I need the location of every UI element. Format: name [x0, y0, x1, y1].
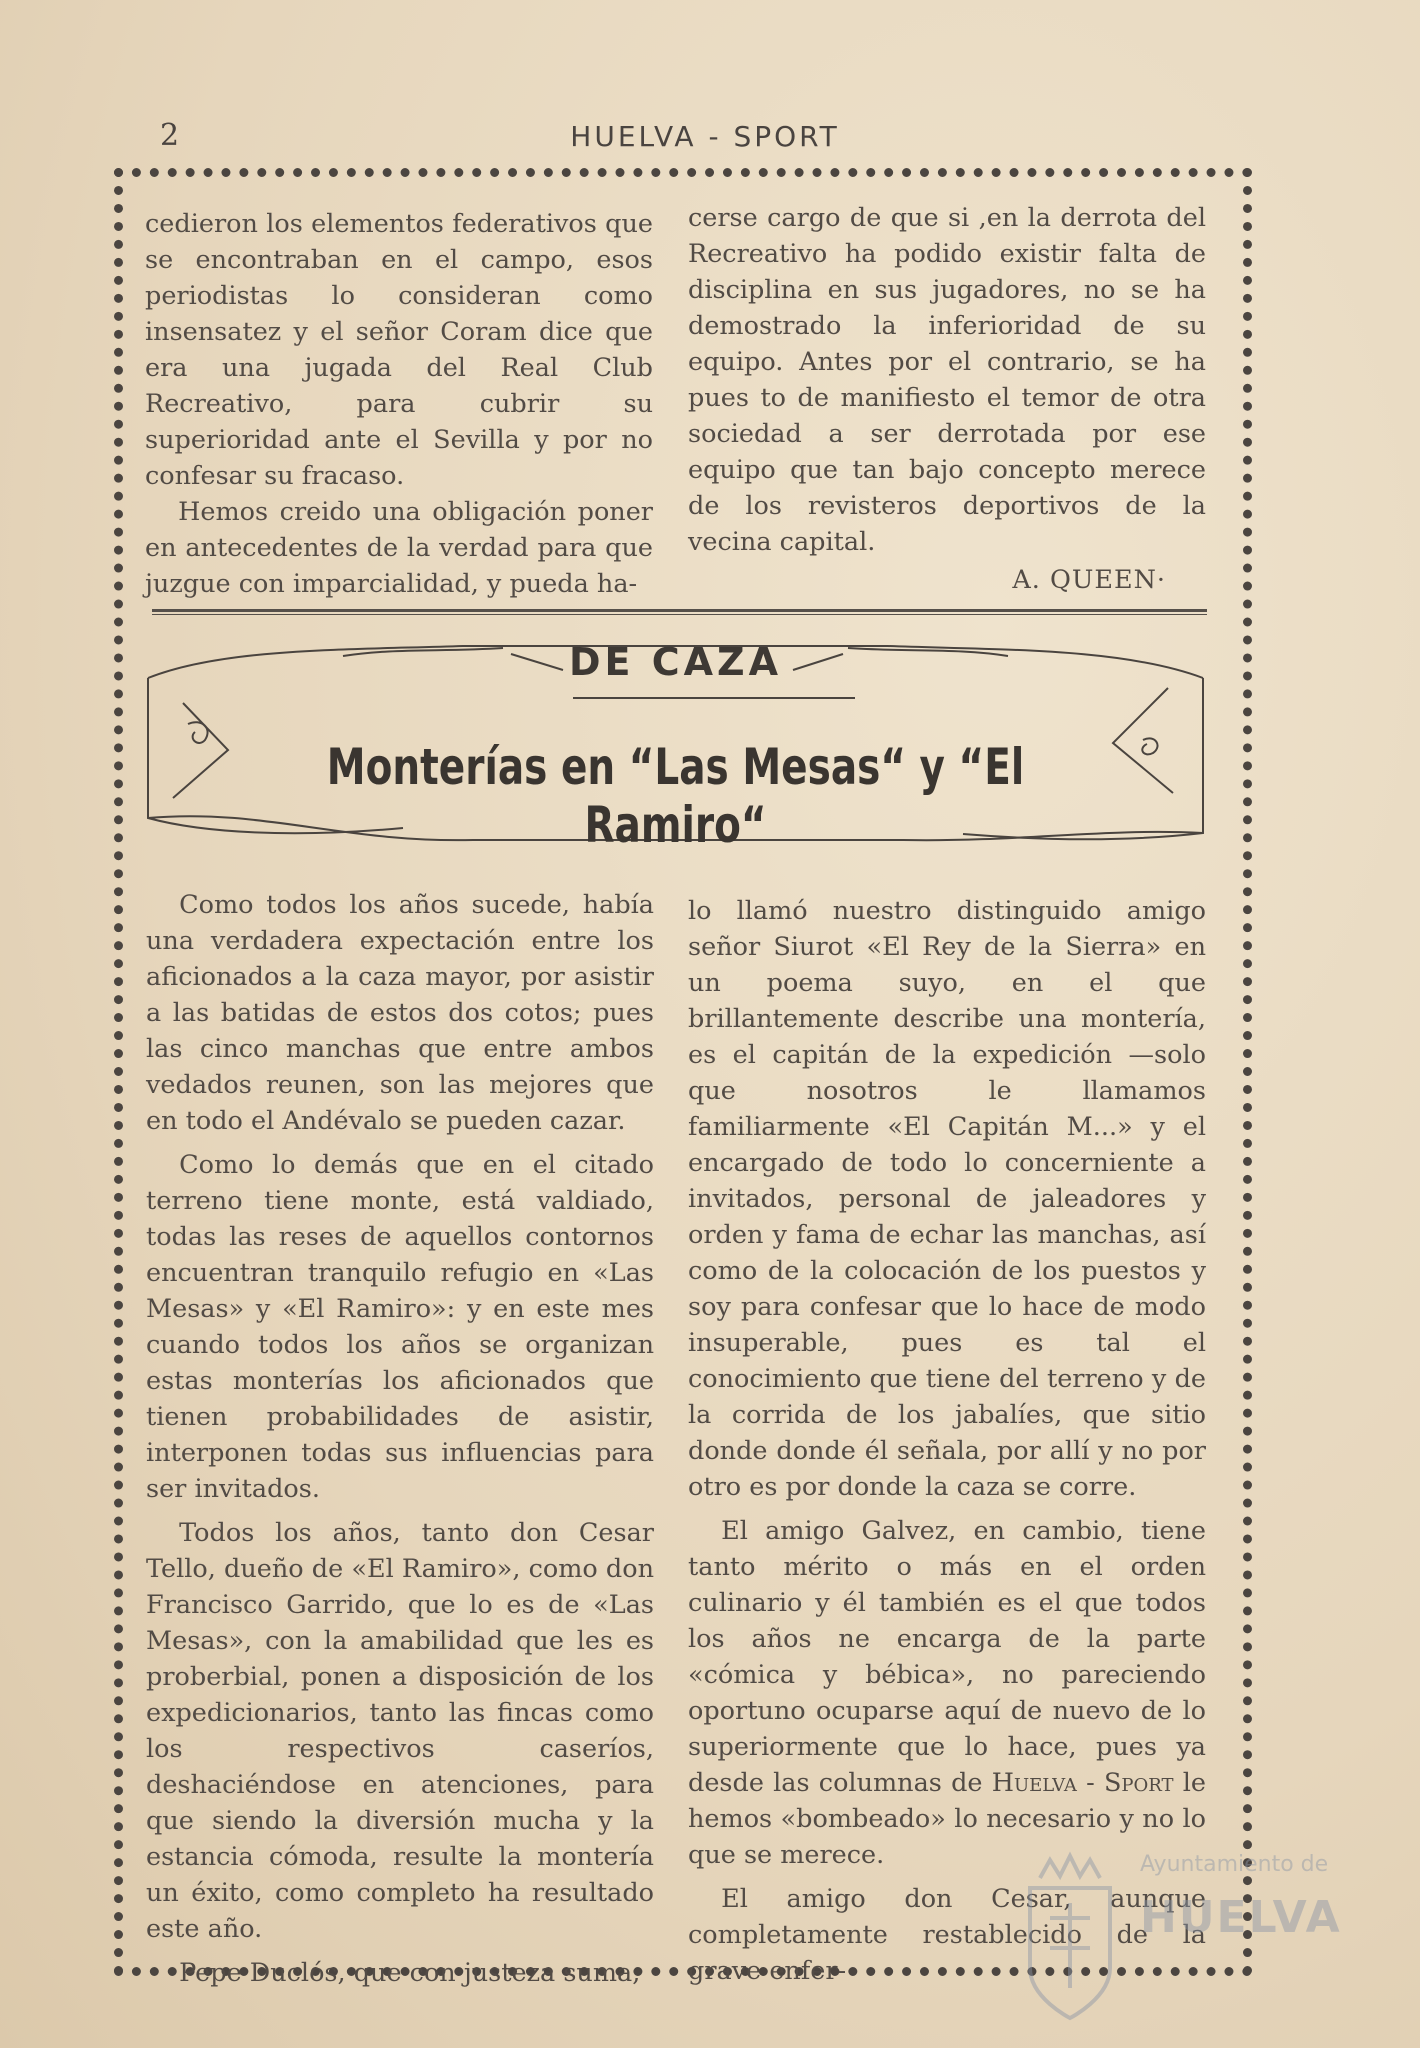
top-right-paragraph-1: cerse cargo de que si ,en la derrota del Recreativo ha podido existir falta de disciplina en sus jugadores, no se ha demostrado la inferioridad de su equipo. Antes por el contrario, se ha pues to de manifiesto el temor de otra sociedad a ser derrotada por ese equipo que tan bajo concepto merece de los revisteros deportivos de la vecina capital.	[688, 203, 1206, 557]
article-banner	[143, 628, 1208, 868]
paragraph-6-end: le hemos «bombeado» lo necesario y no lo que se merece.	[688, 1768, 1206, 1870]
top-right-column	[688, 200, 1206, 598]
article-right-column	[688, 893, 1206, 1997]
article-paragraph-6	[688, 1513, 1206, 1873]
page-header	[160, 118, 1250, 162]
watermark-line-1: Ayuntamiento de	[1140, 1852, 1329, 1877]
paragraph-6-start: El amigo Galvez, en cambio, tiene tanto mérito o más en el orden culinario y él también es el que todos los años ne encarga de la parte «cómica y bébica», no pareciendo oportuno ocuparse aquí de nuevo de lo superiormente que lo hace, pues ya desde las columnas de	[688, 1516, 1206, 1798]
journal-title: HUELVA - SPORT	[570, 120, 840, 153]
article-left-column	[146, 887, 654, 1999]
section-title: DE CAZA	[569, 640, 782, 684]
top-left-column	[145, 206, 653, 602]
section-divider	[152, 609, 1207, 615]
watermark-line-2: HUELVA	[1140, 1892, 1342, 1943]
top-left-paragraph-1: cedieron los elementos federativos que se encontraban en el campo, esos periodistas lo consideran como insensatez y el señor Coram dice que era una jugada del Real Club Recreativo, para cubrir su superioridad ante el Sevilla y por no confesar su fracaso.	[145, 209, 653, 491]
article-paragraph-5: lo llamó nuestro distinguido amigo señor Siurot «El Rey de la Sierra» en un poema suyo, en el que brillantemente describe una montería, es el capitán de la expedición —solo que nosotros le llamamos familiarmente «El Capitán M...» y el encargado de todo lo concerniente a invitados, personal de jaleadores y orden y fama de echar las manchas, así como de la colocación de los puestos y soy para confesar que lo hace de modo insuperable, pues es tal el conocimiento que tiene del terreno y de la corrida de los jabalíes, que sitio donde donde él señala, por allí y no por otro es por donde la caza se corre.	[688, 896, 1206, 1502]
top-left-paragraph-2: Hemos creido una obligación poner en antecedentes de la verdad para que juzgue con imparcialidad, y pueda ha-	[145, 497, 653, 599]
article-paragraph-2: Como lo demás que en el citado terreno tiene monte, está valdiado, todas las reses de aquellos contornos encuentran tranquilo refugio en «Las Mesas» y «El Ramiro»: y en este mes cuando todos los años se organizan estas monterías los aficionados que tienen probabilidades de asistir, interponen todas sus influencias para ser invitados.	[146, 1150, 654, 1504]
article-headline: Monterías en “Las Mesas“ y “El Ramiro“	[326, 738, 1025, 854]
article-paragraph-7: El amigo don Cesar, aunque completamente restablecido de la grave enfer-	[688, 1884, 1206, 1986]
journal-name-inline: Huelva - Sport	[991, 1768, 1174, 1798]
article-paragraph-4: Pepe Duclós, que con justeza suma,	[179, 1958, 641, 1988]
article-paragraph-1: Como todos los años sucede, había una verdadera expectación entre los aficionados a la caza mayor, por asistir a las batidas de estos dos cotos; pues las cinco manchas que entre ambos vedados reunen, son las mejores que en todo el Andévalo se pueden cazar.	[146, 890, 654, 1136]
article-paragraph-3: Todos los años, tanto don Cesar Tello, dueño de «El Ramiro», como don Francisco Garrido, que lo es de «Las Mesas», con la amabilidad que les es proberbial, ponen a disposición de los expedicionarios, tanto las fincas como los respectivos caseríos, deshaciéndose en atenciones, para que siendo la diversión mucha y la estancia cómoda, resulte la montería un éxito, como completo ha resultado este año.	[146, 1518, 654, 1944]
author-signature: A. QUEEN·	[1012, 565, 1166, 595]
page-number: 2	[160, 118, 180, 153]
city-crest-icon	[1010, 1848, 1130, 2033]
archive-watermark	[1010, 1848, 1370, 2038]
